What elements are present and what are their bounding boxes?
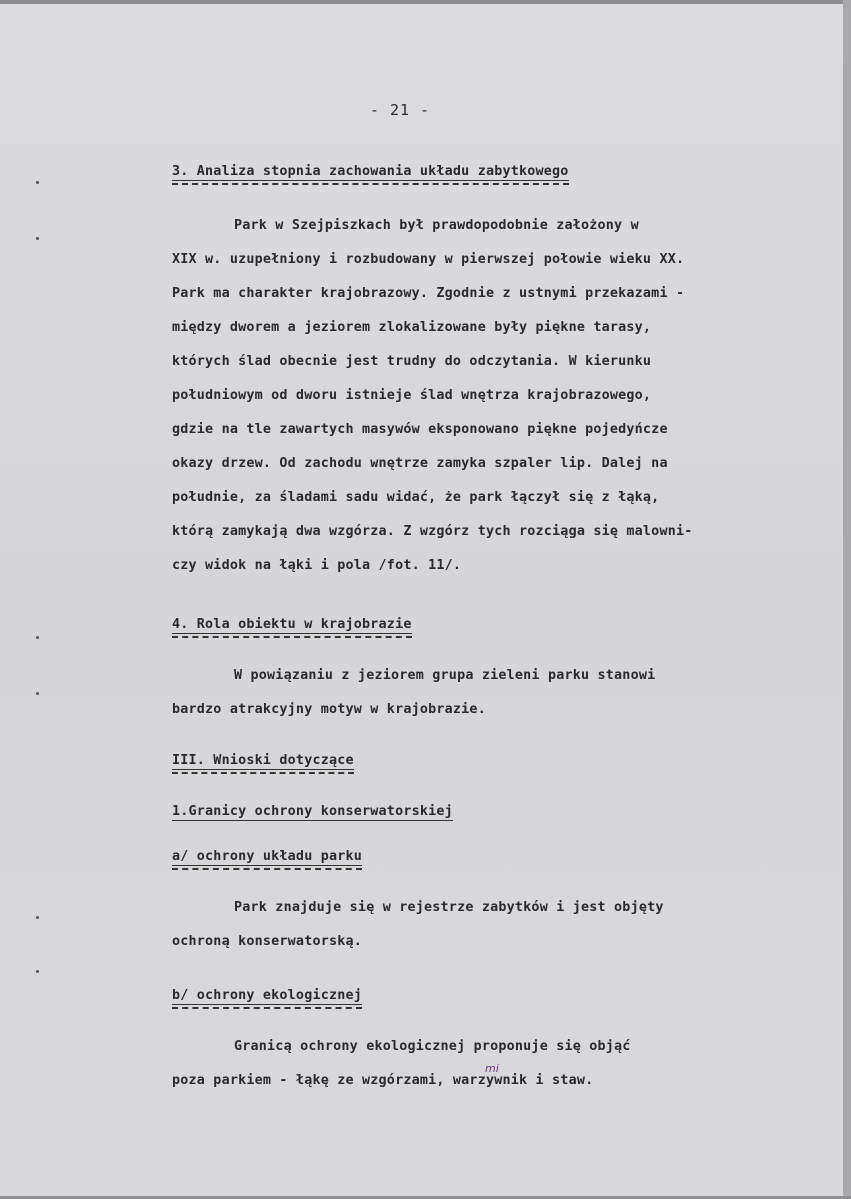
heading-underline bbox=[172, 636, 412, 638]
heading-underline bbox=[172, 868, 362, 870]
section-3-heading-text: 3. Analiza stopnia zachowania układu zabytkowego bbox=[172, 164, 569, 179]
paragraph-line: XIX w. uzupełniony i rozbudowany w pierwszej połowie wieku XX. bbox=[172, 252, 685, 267]
section-a-heading bbox=[172, 849, 362, 870]
section-iii-heading-text: III. Wnioski dotyczące bbox=[172, 753, 354, 768]
section-4-heading bbox=[172, 617, 412, 638]
paragraph-line: poza parkiem - łąkę ze wzgórzami, warzywnik i staw. bbox=[172, 1073, 594, 1088]
section-iii-1-heading-text: 1.Granicy ochrony konserwatorskiej bbox=[172, 804, 453, 819]
punch-mark bbox=[36, 237, 39, 240]
paragraph-line: Park w Szejpiszkach był prawdopodobnie założony w bbox=[234, 218, 639, 233]
paragraph-line: W powiązaniu z jeziorem grupa zieleni parku stanowi bbox=[234, 668, 656, 683]
scan-edge-right bbox=[843, 0, 851, 1199]
paragraph-line: Granicą ochrony ekologicznej proponuje się objąć bbox=[234, 1039, 631, 1054]
section-b-body bbox=[172, 1030, 842, 1098]
punch-mark bbox=[36, 181, 39, 184]
section-a-heading-text: a/ ochrony układu parku bbox=[172, 849, 363, 864]
paragraph-line: ochroną konserwatorską. bbox=[172, 934, 363, 949]
section-b-heading-text: b/ ochrony ekologicznej bbox=[172, 988, 363, 1003]
paragraph-line: okazy drzew. Od zachodu wnętrze zamyka szpaler lip. Dalej na bbox=[172, 456, 668, 471]
paragraph-line: którą zamykają dwa wzgórza. Z wzgórz tych rozciąga się malowni- bbox=[172, 524, 693, 539]
section-iii-heading bbox=[172, 753, 354, 774]
section-3-heading bbox=[172, 164, 569, 185]
paragraph-line: których ślad obecnie jest trudny do odczytania. W kierunku bbox=[172, 354, 652, 369]
paragraph-line: między dworem a jeziorem zlokalizowane były piękne tarasy, bbox=[172, 320, 652, 335]
paragraph-line: gdzie na tle zawartych masywów eksponowano piękne pojedyńcze bbox=[172, 422, 668, 437]
heading-underline bbox=[172, 1007, 362, 1009]
section-4-body bbox=[172, 659, 842, 727]
paragraph-line: południe, za śladami sadu widać, że park łączył się z łąką, bbox=[172, 490, 660, 505]
punch-mark bbox=[36, 636, 39, 639]
punch-mark bbox=[36, 692, 39, 695]
paragraph-line: czy widok na łąki i pola /fot. 11/. bbox=[172, 558, 462, 573]
heading-underline bbox=[172, 183, 569, 185]
section-3-body bbox=[172, 209, 842, 583]
heading-underline bbox=[172, 772, 354, 774]
paragraph-line: Park znajduje się w rejestrze zabytków i jest objęty bbox=[234, 900, 664, 915]
handwritten-annotation: mi bbox=[485, 1062, 499, 1075]
punch-mark bbox=[36, 916, 39, 919]
section-iii-1-heading bbox=[172, 804, 453, 821]
page-number: - 21 - bbox=[369, 101, 431, 119]
paragraph-line: bardzo atrakcyjny motyw w krajobrazie. bbox=[172, 702, 486, 717]
section-4-heading-text: 4. Rola obiektu w krajobrazie bbox=[172, 617, 412, 632]
paragraph-line: południowym od dworu istnieje ślad wnętrza krajobrazowego, bbox=[172, 388, 652, 403]
section-a-body bbox=[172, 891, 842, 959]
section-b-heading bbox=[172, 988, 362, 1009]
scan-edge-top bbox=[0, 0, 851, 4]
paragraph-line: Park ma charakter krajobrazowy. Zgodnie z ustnymi przekazami - bbox=[172, 286, 685, 301]
punch-mark bbox=[36, 970, 39, 973]
